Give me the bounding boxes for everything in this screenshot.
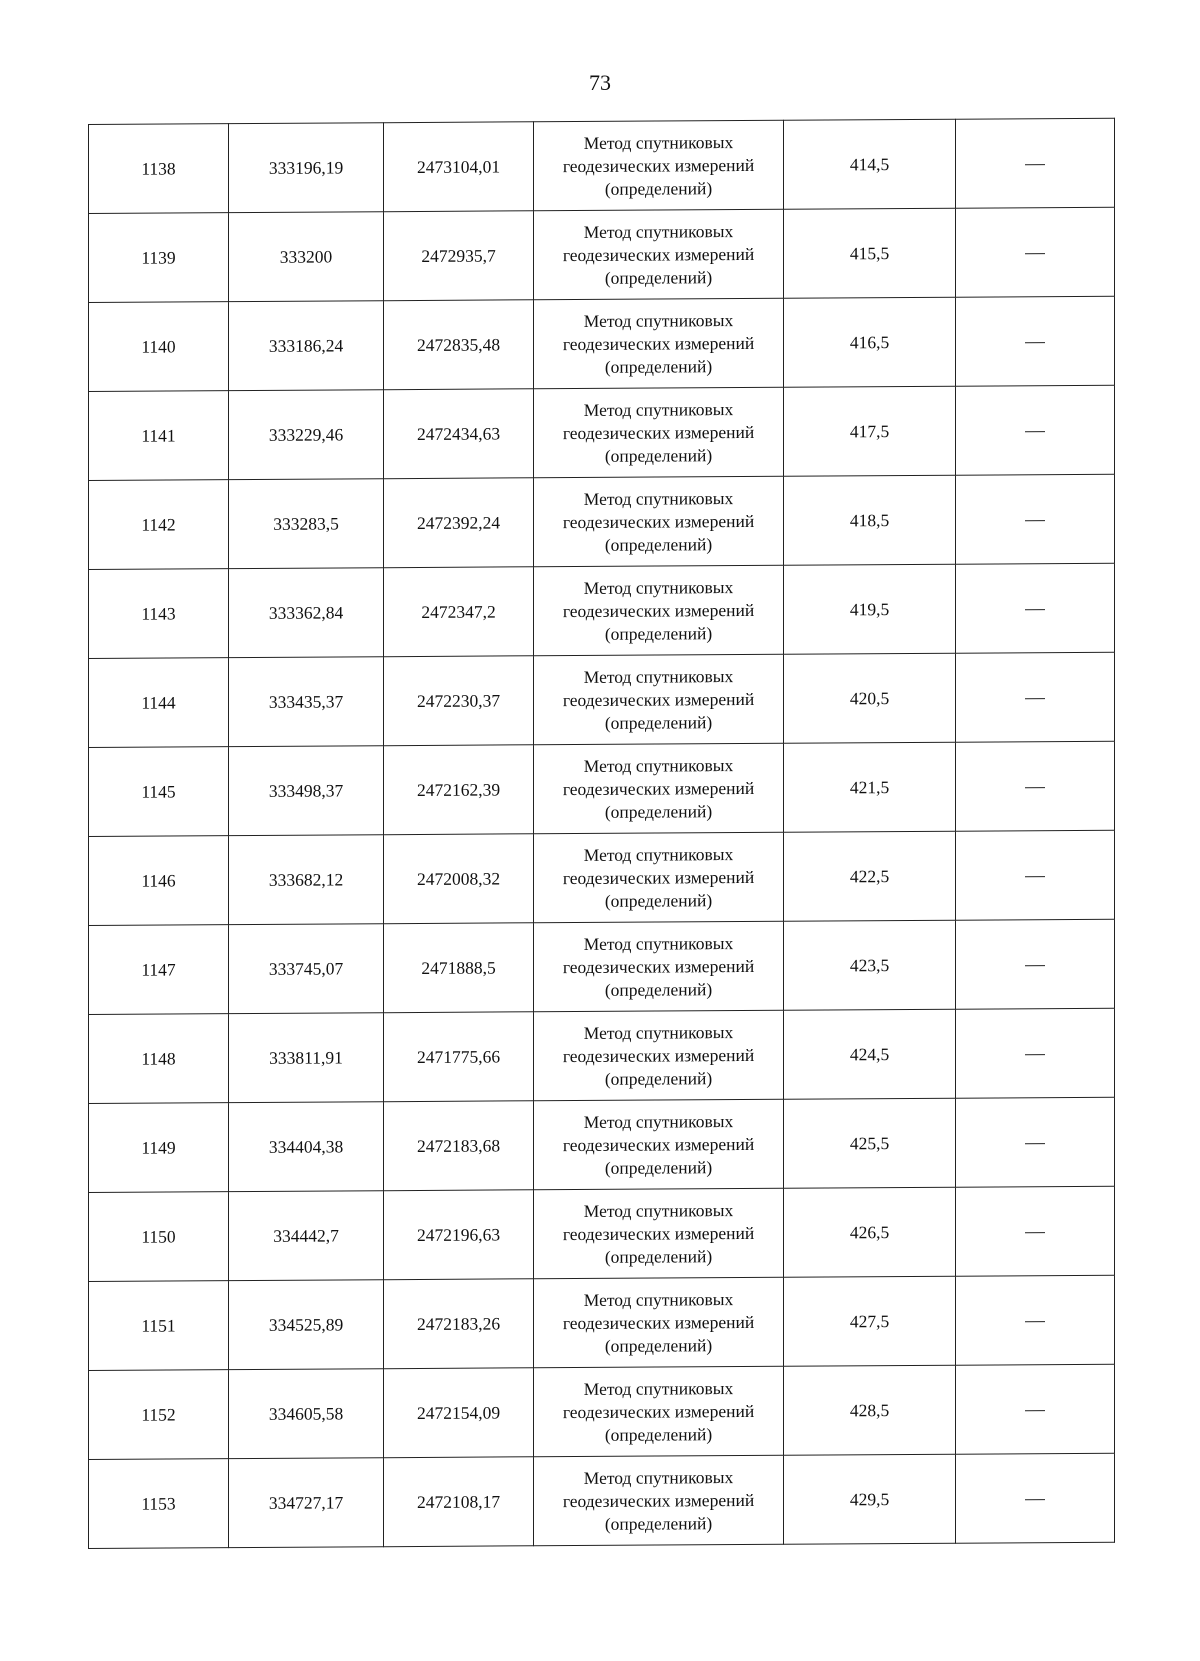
method-line-1: Метод спутниковых: [583, 1288, 734, 1310]
accuracy-cell: 420,5: [784, 653, 956, 743]
dash-mark: [1025, 431, 1045, 433]
description-cell: [956, 474, 1115, 564]
method-line-2: геодезических измерений: [562, 955, 755, 977]
accuracy-cell: 424,5: [784, 1009, 956, 1099]
table-row: [89, 1008, 1115, 1103]
table-row: [89, 1186, 1115, 1281]
method-cell: [534, 1277, 784, 1368]
method-line-1: Метод спутниковых: [583, 1377, 734, 1399]
dash-mark: [1025, 1410, 1045, 1412]
dash-mark: [1025, 1054, 1045, 1056]
y-coordinate-cell: 2472183,26: [384, 1279, 534, 1369]
point-number-cell: 1153: [89, 1459, 229, 1549]
dash-mark: [1025, 609, 1045, 611]
accuracy-cell: 419,5: [784, 564, 956, 654]
x-coordinate-cell: 333811,91: [229, 1013, 384, 1103]
coordinates-table: [88, 118, 1115, 1549]
dash-mark: [1025, 164, 1045, 166]
y-coordinate-cell: 2472108,17: [384, 1457, 534, 1547]
method-line-1: Метод спутниковых: [583, 932, 734, 954]
point-number-cell: 1140: [89, 302, 229, 392]
method-cell: [534, 209, 784, 300]
x-coordinate-cell: 333200: [229, 212, 384, 302]
dash-mark: [1025, 876, 1045, 878]
y-coordinate-cell: 2472196,63: [384, 1190, 534, 1280]
y-coordinate-cell: 2472230,37: [384, 656, 534, 746]
description-cell: [956, 385, 1115, 475]
method-line-1: Метод спутниковых: [583, 1466, 734, 1488]
method-line-2: геодезических измерений: [562, 688, 755, 710]
x-coordinate-cell: 333229,46: [229, 390, 384, 480]
y-coordinate-cell: 2471775,66: [384, 1012, 534, 1102]
accuracy-cell: 428,5: [784, 1365, 956, 1455]
accuracy-cell: 425,5: [784, 1098, 956, 1188]
point-number-cell: 1144: [89, 658, 229, 748]
point-number-cell: 1148: [89, 1014, 229, 1104]
accuracy-cell: 415,5: [784, 208, 956, 298]
point-number-cell: 1145: [89, 747, 229, 837]
method-line-1: Метод спутниковых: [583, 220, 734, 242]
method-cell: [534, 1099, 784, 1190]
dash-mark: [1025, 965, 1045, 967]
method-line-2: геодезических измерений: [562, 421, 755, 443]
dash-mark: [1025, 787, 1045, 789]
description-cell: [956, 1008, 1115, 1098]
description-cell: [956, 563, 1115, 653]
method-line-1: Метод спутниковых: [583, 487, 734, 509]
table-row: [89, 1097, 1115, 1192]
description-cell: [956, 118, 1115, 208]
page-number: 73: [589, 70, 611, 95]
method-line-3: (определений): [604, 711, 713, 733]
table-row: [89, 1275, 1115, 1370]
table-row: [89, 1453, 1115, 1548]
y-coordinate-cell: 2472347,2: [384, 567, 534, 657]
method-line-1: Метод спутниковых: [583, 576, 734, 598]
table-row: [89, 207, 1115, 302]
method-line-1: Метод спутниковых: [583, 1021, 734, 1043]
method-cell: [534, 387, 784, 478]
method-line-2: геодезических измерений: [562, 243, 755, 265]
dash-mark: [1025, 520, 1045, 522]
dash-mark: [1025, 1232, 1045, 1234]
method-line-2: геодезических измерений: [562, 1489, 755, 1511]
method-line-2: геодезических измерений: [562, 1311, 755, 1333]
y-coordinate-cell: 2473104,01: [384, 122, 534, 212]
x-coordinate-cell: 334525,89: [229, 1280, 384, 1370]
method-line-3: (определений): [604, 266, 713, 288]
x-coordinate-cell: 334404,38: [229, 1102, 384, 1192]
point-number-cell: 1149: [89, 1103, 229, 1193]
method-line-3: (определений): [604, 1512, 713, 1534]
method-line-2: геодезических измерений: [562, 332, 755, 354]
accuracy-cell: 416,5: [784, 297, 956, 387]
x-coordinate-cell: 333283,5: [229, 479, 384, 569]
dash-mark: [1025, 1499, 1045, 1501]
method-line-3: (определений): [604, 1334, 713, 1356]
table-body: [89, 118, 1115, 1548]
description-cell: [956, 207, 1115, 297]
method-line-2: геодезических измерений: [562, 1044, 755, 1066]
point-number-cell: 1142: [89, 480, 229, 570]
x-coordinate-cell: 333498,37: [229, 746, 384, 836]
description-cell: [956, 1186, 1115, 1276]
description-cell: [956, 1453, 1115, 1543]
method-line-3: (определений): [604, 800, 713, 822]
point-number-cell: 1147: [89, 925, 229, 1015]
x-coordinate-cell: 333186,24: [229, 301, 384, 391]
method-line-3: (определений): [604, 1067, 713, 1089]
method-line-3: (определений): [604, 1423, 713, 1445]
method-line-2: геодезических измерений: [562, 599, 755, 621]
table-row: [89, 296, 1115, 391]
point-number-cell: 1141: [89, 391, 229, 481]
x-coordinate-cell: 333682,12: [229, 835, 384, 925]
method-cell: [534, 298, 784, 389]
method-line-1: Метод спутниковых: [583, 754, 734, 776]
dash-mark: [1025, 1321, 1045, 1323]
point-number-cell: 1143: [89, 569, 229, 659]
x-coordinate-cell: 334605,58: [229, 1369, 384, 1459]
description-cell: [956, 1097, 1115, 1187]
description-cell: [956, 830, 1115, 920]
accuracy-cell: 417,5: [784, 386, 956, 476]
dash-mark: [1025, 698, 1045, 700]
method-line-2: геодезических измерений: [562, 510, 755, 532]
method-cell: [534, 1366, 784, 1457]
method-cell: [534, 1010, 784, 1101]
method-cell: [534, 743, 784, 834]
point-number-cell: 1138: [89, 124, 229, 214]
x-coordinate-cell: 333362,84: [229, 568, 384, 658]
method-line-1: Метод спутниковых: [583, 665, 734, 687]
y-coordinate-cell: 2472154,09: [384, 1368, 534, 1458]
method-line-1: Метод спутниковых: [583, 1110, 734, 1132]
method-cell: [534, 1455, 784, 1546]
y-coordinate-cell: 2472008,32: [384, 834, 534, 924]
method-cell: [534, 832, 784, 923]
y-coordinate-cell: 2472183,68: [384, 1101, 534, 1191]
description-cell: [956, 741, 1115, 831]
y-coordinate-cell: 2472392,24: [384, 478, 534, 568]
y-coordinate-cell: 2471888,5: [384, 923, 534, 1013]
table-row: [89, 741, 1115, 836]
point-number-cell: 1151: [89, 1281, 229, 1371]
x-coordinate-cell: 334727,17: [229, 1458, 384, 1548]
method-line-2: геодезических измерений: [562, 777, 755, 799]
table-row: [89, 830, 1115, 925]
method-line-1: Метод спутниковых: [583, 1199, 734, 1221]
method-line-3: (определений): [604, 444, 713, 466]
table-row: [89, 1364, 1115, 1459]
method-line-2: геодезических измерений: [562, 1400, 755, 1422]
accuracy-cell: 427,5: [784, 1276, 956, 1366]
dash-mark: [1025, 342, 1045, 344]
description-cell: [956, 919, 1115, 1009]
table-row: [89, 563, 1115, 658]
table-row: [89, 919, 1115, 1014]
method-line-3: (определений): [604, 355, 713, 377]
method-line-3: (определений): [604, 533, 713, 555]
table-row: [89, 118, 1115, 213]
method-line-3: (определений): [604, 889, 713, 911]
method-line-3: (определений): [604, 1156, 713, 1178]
point-number-cell: 1146: [89, 836, 229, 926]
table-row: [89, 652, 1115, 747]
accuracy-cell: 423,5: [784, 920, 956, 1010]
y-coordinate-cell: 2472434,63: [384, 389, 534, 479]
method-cell: [534, 921, 784, 1012]
method-line-1: Метод спутниковых: [583, 131, 734, 153]
point-number-cell: 1152: [89, 1370, 229, 1460]
accuracy-cell: 418,5: [784, 475, 956, 565]
description-cell: [956, 1364, 1115, 1454]
accuracy-cell: 422,5: [784, 831, 956, 921]
accuracy-cell: 429,5: [784, 1454, 956, 1544]
method-line-1: Метод спутниковых: [583, 843, 734, 865]
accuracy-cell: 421,5: [784, 742, 956, 832]
x-coordinate-cell: 334442,7: [229, 1191, 384, 1281]
method-line-2: геодезических измерений: [562, 1133, 755, 1155]
method-line-3: (определений): [604, 1245, 713, 1267]
point-number-cell: 1139: [89, 213, 229, 303]
method-line-1: Метод спутниковых: [583, 309, 734, 331]
y-coordinate-cell: 2472835,48: [384, 300, 534, 390]
x-coordinate-cell: 333435,37: [229, 657, 384, 747]
method-line-2: геодезических измерений: [562, 154, 755, 176]
dash-mark: [1025, 1143, 1045, 1145]
method-cell: [534, 120, 784, 211]
description-cell: [956, 652, 1115, 742]
table-row: [89, 385, 1115, 480]
method-line-3: (определений): [604, 177, 713, 199]
table-row: [89, 474, 1115, 569]
method-cell: [534, 476, 784, 567]
description-cell: [956, 296, 1115, 386]
y-coordinate-cell: 2472162,39: [384, 745, 534, 835]
x-coordinate-cell: 333196,19: [229, 123, 384, 213]
method-line-1: Метод спутниковых: [583, 398, 734, 420]
method-line-2: геодезических измерений: [562, 866, 755, 888]
method-cell: [534, 565, 784, 656]
accuracy-cell: 426,5: [784, 1187, 956, 1277]
method-cell: [534, 654, 784, 745]
y-coordinate-cell: 2472935,7: [384, 211, 534, 301]
method-cell: [534, 1188, 784, 1279]
method-line-2: геодезических измерений: [562, 1222, 755, 1244]
accuracy-cell: 414,5: [784, 119, 956, 209]
point-number-cell: 1150: [89, 1192, 229, 1282]
method-line-3: (определений): [604, 622, 713, 644]
description-cell: [956, 1275, 1115, 1365]
dash-mark: [1025, 253, 1045, 255]
method-line-3: (определений): [604, 978, 713, 1000]
x-coordinate-cell: 333745,07: [229, 924, 384, 1014]
